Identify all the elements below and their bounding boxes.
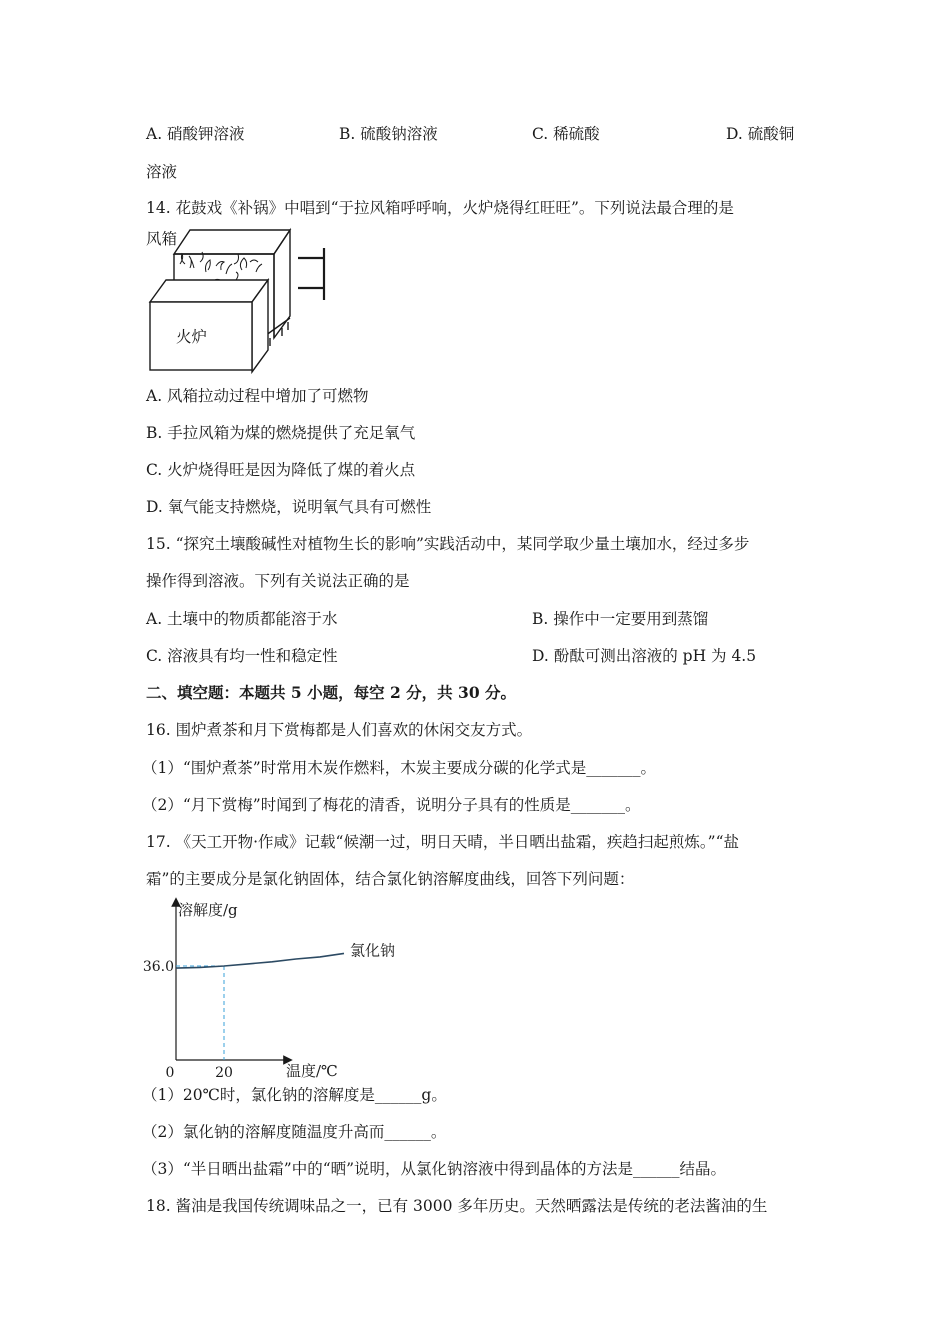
q16-sub2: （2）“月下赏梅”时闻到了梅花的清香，说明分子具有的性质是_______。 [142,796,641,814]
q17-stem-line2: 霜”的主要成分是氯化钠固体，结合氯化钠溶解度曲线，回答下列问题： [146,870,635,888]
q18-stem-line1: 18. 酱油是我国传统调味品之一，已有 3000 多年历史。天然晒露法是传统的老法酱油的生 [146,1197,768,1215]
q14-option-b: B. 手拉风箱为煤的燃烧提供了充足氧气 [146,424,416,442]
q14-option-c: C. 火炉烧得旺是因为降低了煤的着火点 [146,461,416,479]
solubility-chart [140,896,396,1081]
x-tick-0: 0 [165,1065,175,1081]
q16-stem: 16. 围炉煮茶和月下赏梅都是人们喜欢的休闲交友方式。 [146,721,533,739]
series-line-nacl [176,953,344,968]
furnace-box [150,280,268,372]
q17-sub2: （2）氯化钠的溶解度随温度升高而______。 [142,1123,447,1141]
x-tick-20: 20 [215,1065,233,1081]
q13-option-d-wrap: 溶液 [146,163,178,181]
y-axis-label: 溶解度/g [178,901,238,919]
bellows-label: 风箱 [146,230,178,248]
q13-option-d: D. 硫酸铜 [726,125,795,143]
q13-option-c: C. 稀硫酸 [532,125,600,143]
section-heading: 二、填空题：本题共 5 小题，每空 2 分，共 30 分。 [146,683,517,702]
x-axis-label: 温度/℃ [286,1062,338,1080]
q14-stem: 14. 花鼓戏《补锅》中唱到“于拉风箱呼呼响，火炉烧得红旺旺”。下列说法最合理的是 [146,199,734,217]
series-label-nacl: 氯化钠 [350,941,396,960]
q17-sub3: （3）“半日晒出盐霜”中的“晒”说明，从氯化钠溶液中得到晶体的方法是______结晶。 [142,1160,727,1178]
q13-option-a: A. 硝酸钾溶液 [146,125,245,143]
q15-option-d: D. 酚酞可测出溶液的 pH 为 4.5 [532,647,757,665]
y-tick-36: 36.0 [142,959,174,975]
q17-sub1: （1）20℃时，氯化钠的溶解度是______g。 [142,1086,447,1104]
bellows-handle [298,248,324,300]
q15-option-a: A. 土壤中的物质都能溶于水 [146,610,338,628]
coal-scribbles [180,252,262,282]
q15-stem-line1: 15. “探究土壤酸碱性对植物生长的影响”实践活动中，某同学取少量土壤加水，经过多步 [146,535,750,553]
q15-stem-line2: 操作得到溶液。下列有关说法正确的是 [146,572,410,590]
q17-stem-line1: 17. 《天工开物·作咸》记载“候潮一过，明日天晴，半日晒出盐霜，疾趋扫起煎炼。”“盐 [146,833,740,851]
furnace-label: 火炉 [176,328,208,346]
q15-option-b: B. 操作中一定要用到蒸馏 [532,610,709,628]
q16-sub1: （1）“围炉煮茶”时常用木炭作燃料，木炭主要成分碳的化学式是_______。 [142,759,656,777]
bellows-furnace-figure [146,224,366,372]
q13-option-b: B. 硫酸钠溶液 [339,125,438,143]
q14-option-d: D. 氧气能支持燃烧，说明氧气具有可燃性 [146,498,432,516]
q14-option-a: A. 风箱拉动过程中增加了可燃物 [146,387,369,405]
q15-option-c: C. 溶液具有均一性和稳定性 [146,647,338,665]
